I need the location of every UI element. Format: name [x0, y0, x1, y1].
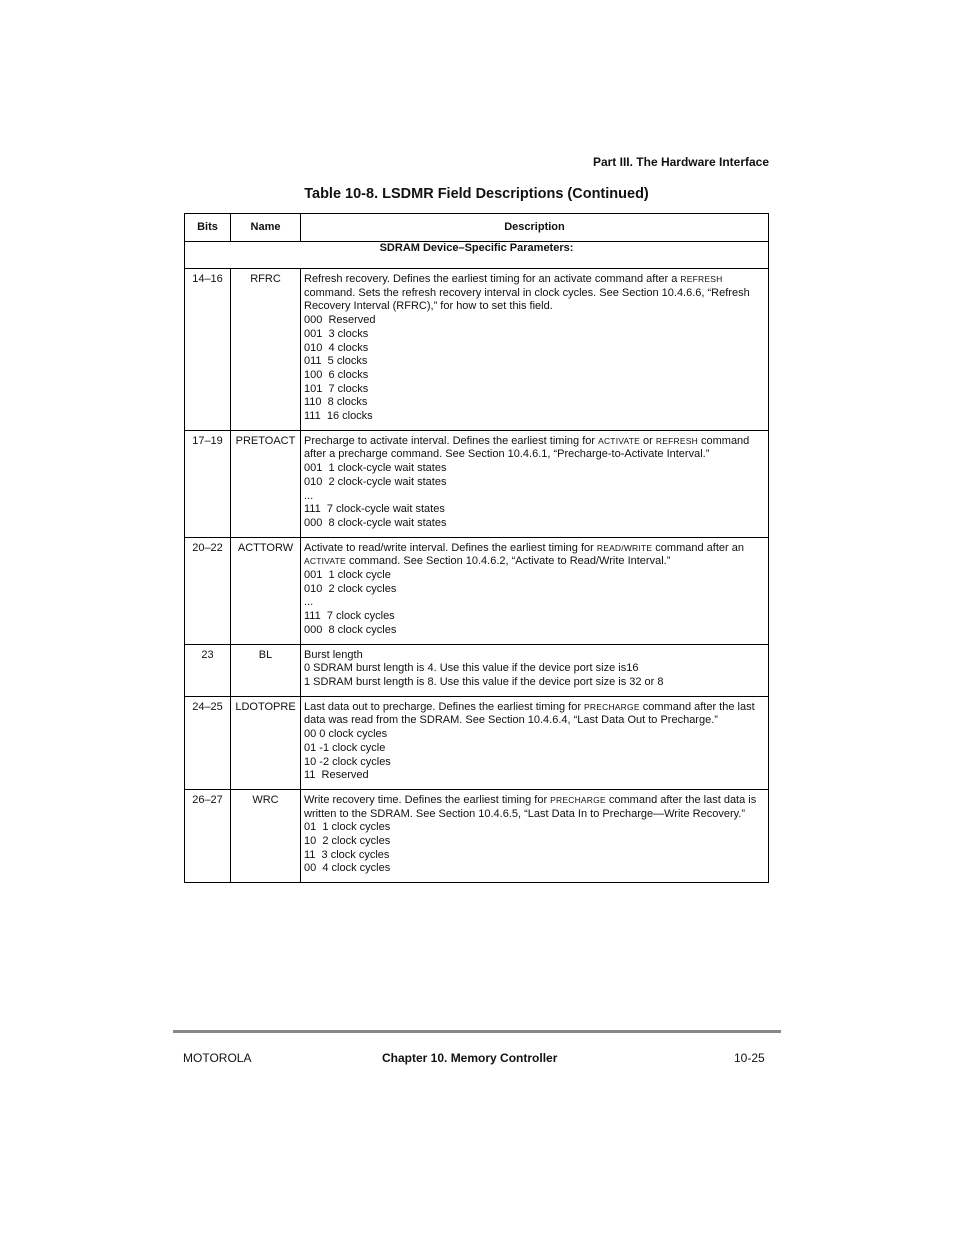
footer-rule [173, 1030, 781, 1033]
cell-name: PRETOACT [231, 430, 301, 537]
cell-description [301, 644, 769, 696]
table-row [185, 430, 769, 537]
table-row [185, 269, 769, 431]
value-line: 010 2 clock-cycle wait states [304, 475, 447, 488]
value-line: 000 Reserved [304, 314, 376, 327]
description-fragment: command after the last data was read from the SDRAM. See Section 10.4.6.4, “Last Data Out to Precharge.” [304, 700, 755, 727]
value-line: 01 1 clock cycles [304, 821, 391, 834]
description-text [304, 273, 764, 314]
description-fragment: command after an [655, 541, 744, 554]
column-header-description: Description [301, 214, 769, 242]
description-fragment: Activate to read/write interval. Defines the earliest timing for [304, 541, 597, 554]
description-fragment: Last data out to precharge. Defines the earliest timing for [304, 700, 585, 713]
section-row [185, 242, 769, 269]
command-keyword: ACTIVATE [304, 556, 346, 567]
description-text [304, 542, 764, 569]
description-fragment: Burst length [304, 648, 363, 661]
command-keyword: PRECHARGE [584, 701, 640, 712]
value-line: 11 3 clock cycles [304, 848, 390, 861]
description-fragment: command after a precharge command. See Section 10.4.6.1, “Precharge-to-Activate Interval.” [304, 434, 750, 461]
value-line: 111 16 clocks [304, 410, 373, 423]
value-line: 001 3 clocks [304, 327, 369, 340]
value-line: 00 0 clock cycles [304, 728, 388, 741]
description-fragment: Write recovery time. Defines the earliest timing for [304, 793, 551, 806]
table-title: Table 10-8. LSDMR Field Descriptions (Continued) [304, 186, 649, 202]
field-descriptions-table [184, 213, 769, 883]
value-line: 10 2 clock cycles [304, 835, 391, 848]
description-fragment: command. Sets the refresh recovery interval in clock cycles. See Section 10.4.6.6, “Refresh Recovery Interval (RFRC),” for how to set this field. [304, 286, 750, 313]
table-row [185, 696, 769, 789]
value-line: 10 -2 clock cycles [304, 755, 391, 768]
value-line: 011 5 clocks [304, 355, 368, 368]
table-row [185, 537, 769, 644]
value-line: 0 SDRAM burst length is 4. Use this value if the device port size is16 [304, 662, 639, 675]
column-header-bits: Bits [185, 214, 231, 242]
footer-left: MOTOROLA [183, 1051, 252, 1065]
value-line: 110 8 clocks [304, 396, 368, 409]
value-line: 000 8 clock-cycle wait states [304, 516, 447, 529]
cell-description [301, 269, 769, 431]
cell-name: WRC [231, 789, 301, 882]
command-keyword: REFRESH [655, 435, 698, 446]
column-header-name: Name [231, 214, 301, 242]
cell-bits: 24–25 [185, 696, 231, 789]
value-line: ... [304, 596, 314, 609]
cell-bits: 20–22 [185, 537, 231, 644]
value-line: 111 7 clock-cycle wait states [304, 503, 445, 516]
description-fragment: Refresh recovery. Defines the earliest timing for an activate command after a [304, 273, 681, 285]
cell-bits: 23 [185, 644, 231, 696]
command-keyword: PRECHARGE [550, 794, 606, 805]
value-line: 111 7 clock cycles [304, 610, 395, 623]
value-line: 001 1 clock-cycle wait states [304, 462, 447, 475]
cell-description [301, 537, 769, 644]
value-line: 100 6 clocks [304, 368, 369, 381]
cell-bits: 26–27 [185, 789, 231, 882]
value-line: 1 SDRAM burst length is 8. Use this value if the device port size is 32 or 8 [304, 675, 664, 688]
cell-name: RFRC [231, 269, 301, 431]
footer-chapter: Chapter 10. Memory Controller [382, 1051, 558, 1065]
cell-name: ACTTORW [231, 537, 301, 644]
cell-description [301, 696, 769, 789]
cell-description [301, 789, 769, 882]
command-keyword: READ/WRITE [596, 542, 653, 553]
description-text [304, 649, 764, 663]
description-fragment: command. See Section 10.4.6.2, “Activate to Read/Write Interval.” [345, 555, 671, 568]
value-line: 00 4 clock cycles [304, 862, 391, 875]
description-text [304, 701, 764, 728]
description-text [304, 794, 764, 821]
table-header-row [185, 214, 769, 242]
value-line: 11 Reserved [304, 769, 369, 782]
value-line: 000 8 clock cycles [304, 623, 397, 636]
description-fragment: or [640, 434, 656, 447]
value-line: ... [304, 489, 314, 502]
value-line: 010 2 clock cycles [304, 582, 397, 595]
cell-bits: 17–19 [185, 430, 231, 537]
table-row [185, 644, 769, 696]
description-fragment: command after the last data is written to the SDRAM. See Section 10.4.6.5, “Last Data In to Precharge—Write Recovery.” [304, 793, 757, 820]
command-keyword: ACTIVATE [598, 435, 640, 446]
description-fragment: Precharge to activate interval. Defines the earliest timing for [304, 434, 599, 447]
cell-description [301, 430, 769, 537]
table-row [185, 789, 769, 882]
value-line: 01 -1 clock cycle [304, 741, 386, 754]
value-line: 010 4 clocks [304, 341, 369, 354]
cell-bits: 14–16 [185, 269, 231, 431]
page-header: Part III. The Hardware Interface [592, 155, 769, 169]
command-keyword: REFRESH [680, 274, 723, 284]
cell-name: BL [231, 644, 301, 696]
description-text [304, 435, 764, 462]
value-line: 101 7 clocks [304, 382, 369, 395]
cell-name: LDOTOPRE [231, 696, 301, 789]
value-line: 001 1 clock cycle [304, 569, 391, 582]
section-label: SDRAM Device–Specific Parameters: [185, 242, 769, 269]
footer-page-number: 10-25 [734, 1051, 765, 1065]
